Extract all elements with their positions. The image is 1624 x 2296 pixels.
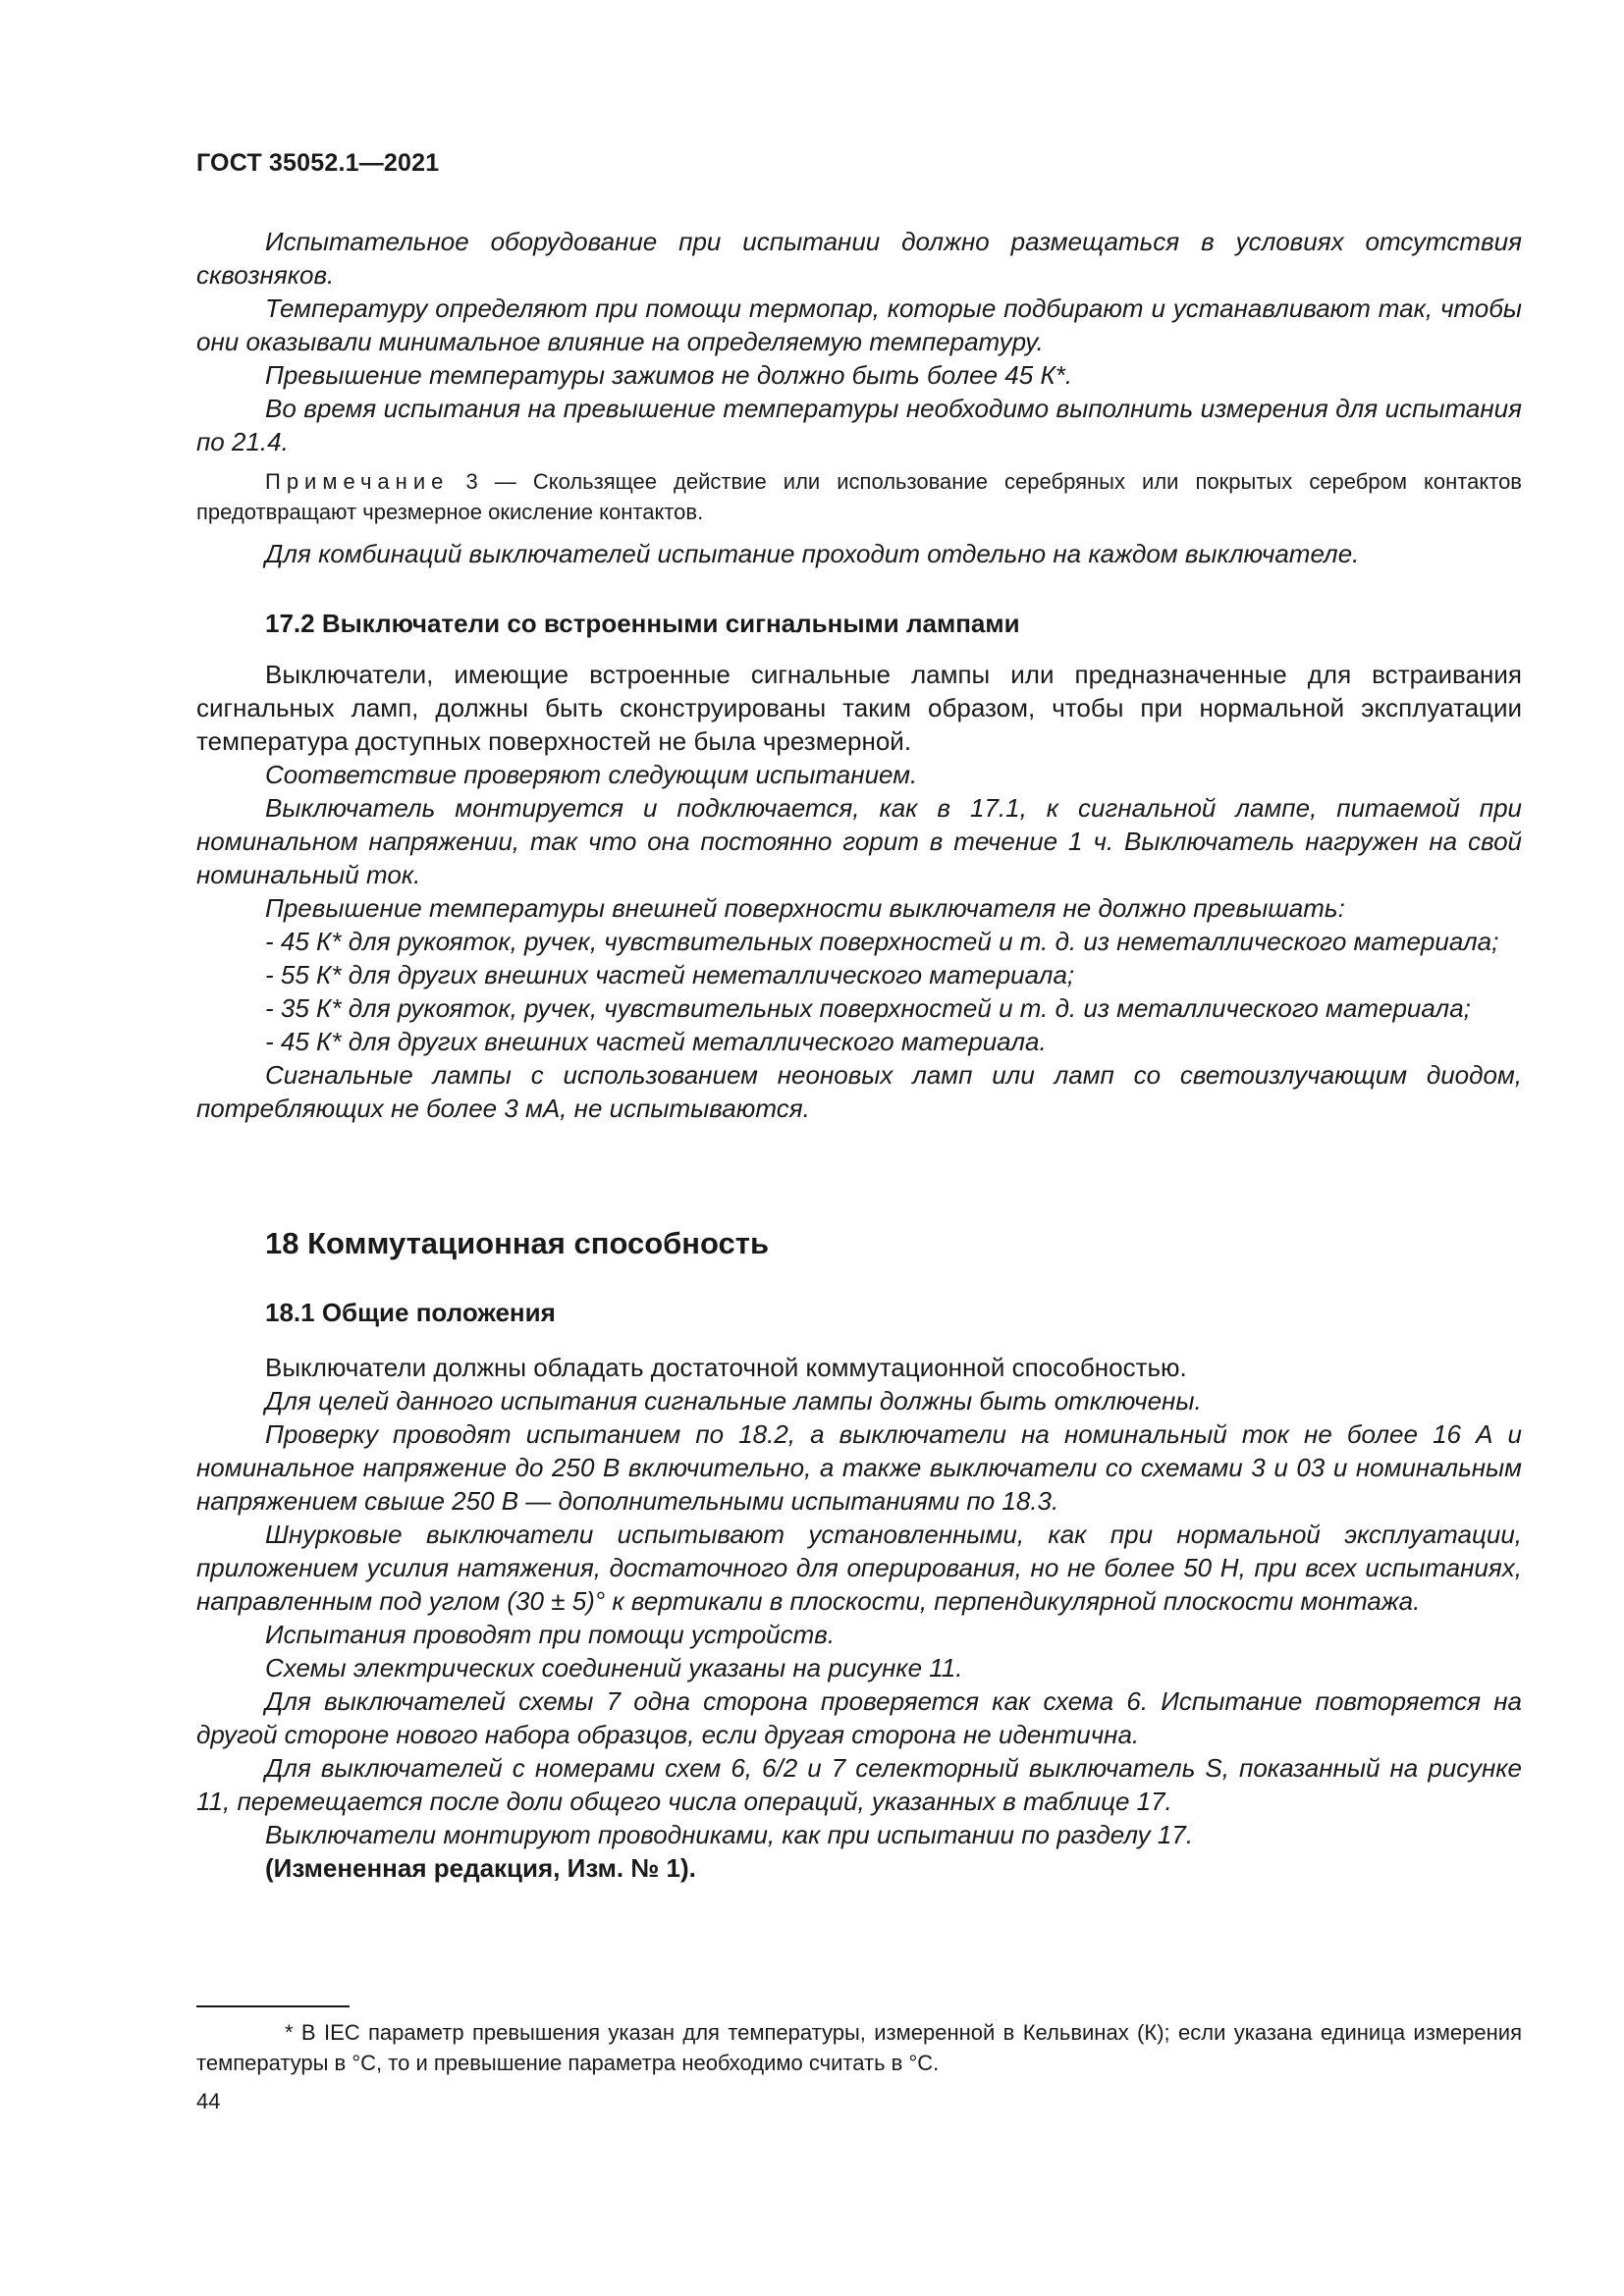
paragraph: Выключатель монтируется и подключается, как в 17.1, к сигнальной лампе, питаемой при номинальном напряжении, так что она постоянно горит в течение 1 ч. Выключатель нагружен на свой номинальный ток. — [196, 793, 1522, 889]
amendment-note: (Измененная редакция, Изм. № 1). — [265, 1853, 696, 1883]
paragraph: Сигнальные лампы с использованием неоновых ламп или ламп со светоизлучающим диодом, потребляющих не более 3 мА, не испытываются. — [196, 1060, 1522, 1123]
section-heading-18-1: 18.1 Общие положения — [265, 1298, 556, 1327]
paragraph: Для выключателей с номерами схем 6, 6/2 и 7 селекторный выключатель S, показанный на рисунке 11, перемещается после доли общего числа операций, указанных в таблице 17. — [196, 1753, 1522, 1816]
document-code: ГОСТ 35052.1—2021 — [196, 149, 440, 177]
section-heading-17-2: 17.2 Выключатели со встроенными сигнальными лампами — [265, 609, 1020, 638]
paragraph: Испытательное оборудование при испытании должно размещаться в условиях отсутствия сквозняков. — [196, 227, 1522, 290]
paragraph: Шнурковые выключатели испытывают установленными, как при нормальной эксплуатации, приложением усилия натяжения, достаточного для оперирования, но не более 50 Н, при всех испытаниях, направленным под углом (30 ± 5)° к вертикали в плоскости, перпендикулярной плоскости монтажа. — [196, 1520, 1522, 1616]
paragraph: Соответствие проверяют следующим испытанием. — [265, 760, 918, 789]
list-item: - 55 К* для других внешних частей неметаллического материала; — [265, 960, 1075, 989]
section-heading-18: 18 Коммутационная способность — [265, 1226, 770, 1260]
paragraph: Выключатели должны обладать достаточной коммутационной способностью. — [265, 1353, 1187, 1382]
section-17-2 — [196, 607, 1522, 1125]
paragraph: Для целей данного испытания сигнальные лампы должны быть отключены. — [265, 1386, 1202, 1415]
paragraph: Выключатели монтируют проводниками, как при испытании по разделу 17. — [265, 1820, 1194, 1849]
note-text: 3 — Скользящее действие или использование серебряных или покрытых серебром контактов предотвращают чрезмерное окисление контактов. — [196, 469, 1522, 524]
list-item: - 45 К* для других внешних частей металлического материала. — [265, 1027, 1047, 1056]
paragraph: Превышение температуры зажимов не должно быть более 45 К*. — [265, 360, 1073, 390]
section-18 — [196, 1227, 1522, 1260]
paragraph: Проверку проводят испытанием по 18.2, а выключатели на номинальный ток не более 16 А и номинальное напряжение до 250 В включительно, а также выключатели со схемами 3 и 03 и номинальным напряжением свыше 250 В — дополнительными испытаниями по 18.3. — [196, 1419, 1522, 1516]
note-label: Примечание — [265, 469, 450, 494]
section-18-1 — [196, 1296, 1522, 1885]
paragraph: Выключатели, имеющие встроенные сигнальные лампы или предназначенные для встраивания сигнальных ламп, должны быть сконструированы таким образом, чтобы при нормальной эксплуатации температура доступных поверхностей не была чрезмерной. — [196, 660, 1522, 756]
paragraph: Температуру определяют при помощи термопар, которые подбирают и устанавливают так, чтобы они оказывали минимальное влияние на определяемую температуру. — [196, 294, 1522, 356]
footnote: * В IEC параметр превышения указан для температуры, измеренной в Кельвинах (К); если указана единица измерения температуры в °С, то и превышение параметра необходимо считать в °С. — [196, 2020, 1522, 2075]
paragraph: Схемы электрических соединений указаны на рисунке 11. — [265, 1653, 963, 1682]
paragraph: Во время испытания на превышение температуры необходимо выполнить измерения для испытания по 21.4. — [196, 394, 1522, 456]
list-item: - 45 К* для рукояток, ручек, чувствительных поверхностей и т. д. из неметаллического материала; — [265, 927, 1499, 956]
paragraph: Превышение температуры внешней поверхности выключателя не должно превышать: — [265, 893, 1345, 923]
footnote-divider — [196, 2005, 350, 2007]
paragraph: Испытания проводят при помощи устройств. — [265, 1620, 836, 1649]
paragraph: Для выключателей схемы 7 одна сторона проверяется как схема 6. Испытание повторяется на другой стороне нового набора образцов, если другая сторона не идентична. — [196, 1686, 1522, 1749]
main-text-block-1 — [196, 225, 1522, 570]
list-item: - 35 К* для рукояток, ручек, чувствительных поверхностей и т. д. из металлического материала; — [265, 993, 1471, 1023]
paragraph: Для комбинаций выключателей испытание проходит отдельно на каждом выключателе. — [265, 539, 1360, 568]
page-number: 44 — [196, 2089, 221, 2113]
note-3 — [196, 466, 1522, 527]
